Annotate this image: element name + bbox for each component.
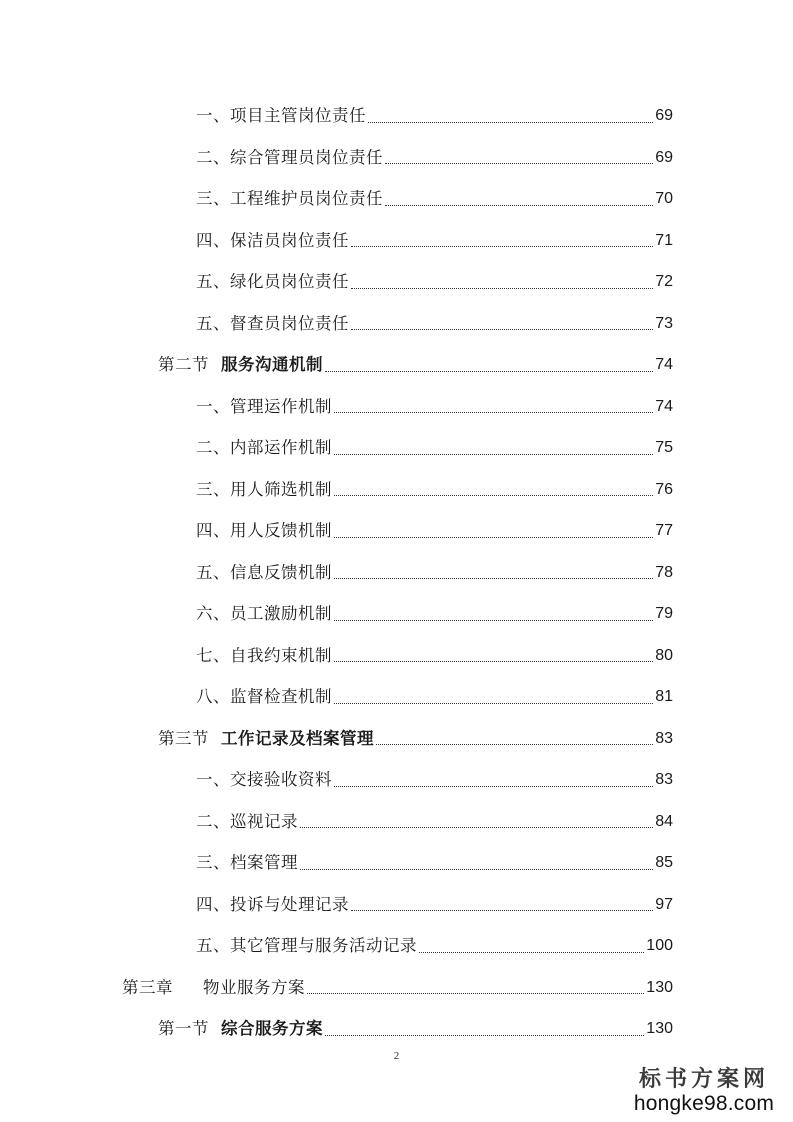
dot-leader: [351, 910, 653, 911]
toc-entry-page: 83: [655, 771, 673, 788]
toc-chapter-entry[interactable]: [122, 968, 673, 1008]
toc-entry-prefix: 一、: [196, 396, 230, 416]
dot-leader: [334, 703, 653, 704]
toc-entry-page: 97: [655, 895, 673, 913]
toc-entry-title: 监督检查机制: [230, 687, 332, 706]
toc-entry-title: 巡视记录: [230, 811, 298, 831]
toc-entry-title: 内部运作机制: [230, 438, 332, 457]
toc-entry-prefix: 五、: [196, 936, 230, 955]
toc-entry-page: 130: [646, 1020, 673, 1037]
watermark-logo: [629, 1066, 779, 1116]
toc-entry[interactable]: [196, 594, 673, 634]
toc-entry-page: 79: [655, 605, 673, 622]
toc-entry[interactable]: [196, 843, 673, 883]
toc-entry-page: 69: [655, 107, 673, 124]
dot-leader: [300, 869, 653, 870]
toc-entry-page: 69: [655, 148, 673, 166]
toc-entry-prefix: 三、: [196, 189, 230, 208]
toc-entry-page: 70: [655, 190, 673, 207]
toc-section-entry[interactable]: [158, 345, 673, 385]
toc-entry-title: 督查员岗位责任: [230, 313, 349, 333]
toc-entry[interactable]: [196, 802, 673, 842]
toc-entry-prefix: 第三章: [122, 977, 173, 997]
toc-entry-page: 72: [655, 273, 673, 290]
toc-entry-title: 项目主管岗位责任: [230, 106, 366, 125]
toc-entry-page: 77: [655, 522, 673, 539]
dot-leader: [334, 454, 653, 455]
dot-leader: [334, 661, 653, 662]
toc-section-entry[interactable]: [158, 1009, 673, 1049]
toc-entry-title: 投诉与处理记录: [230, 894, 349, 914]
toc-entry-title: 综合管理员岗位责任: [230, 147, 383, 167]
toc-entry-title: 绿化员岗位责任: [230, 272, 349, 291]
dot-leader: [419, 952, 644, 953]
toc-entry-prefix: 三、: [196, 479, 230, 499]
toc-entry-title: 员工激励机制: [230, 604, 332, 623]
toc-entry-title: 信息反馈机制: [230, 562, 332, 582]
toc-entry-page: 81: [655, 688, 673, 705]
toc-entry-title: 用人反馈机制: [230, 521, 332, 540]
toc-entry[interactable]: [196, 470, 673, 510]
dot-leader: [334, 786, 653, 787]
toc-entry-prefix: 一、: [196, 106, 230, 125]
dot-leader: [334, 620, 653, 621]
toc-entry[interactable]: [196, 138, 673, 178]
toc-entry-prefix: 第二节: [158, 355, 209, 374]
toc-entry-title: 服务沟通机制: [221, 355, 323, 374]
toc-entry-page: 76: [655, 480, 673, 498]
toc-entry[interactable]: [196, 387, 673, 427]
toc-entry-page: 83: [655, 729, 673, 747]
toc-entry-prefix: 第一节: [158, 1019, 209, 1038]
toc-entry[interactable]: [196, 511, 673, 551]
toc-entry-page: 78: [655, 563, 673, 581]
toc-entry[interactable]: [196, 96, 673, 136]
dot-leader: [307, 993, 644, 994]
toc-entry-title: 用人筛选机制: [230, 479, 332, 499]
toc-entry[interactable]: [196, 636, 673, 676]
toc-entry[interactable]: [196, 553, 673, 593]
dot-leader: [385, 163, 653, 164]
toc-entry-prefix: 六、: [196, 604, 230, 623]
dot-leader: [376, 744, 653, 745]
toc-entry[interactable]: [196, 304, 673, 344]
toc-entry-prefix: 五、: [196, 272, 230, 291]
dot-leader: [325, 371, 653, 372]
toc-entry-page: 84: [655, 812, 673, 830]
toc-entry-prefix: 八、: [196, 687, 230, 706]
toc-entry-prefix: 二、: [196, 438, 230, 457]
dot-leader: [334, 495, 653, 496]
toc-entry-prefix: 七、: [196, 645, 230, 665]
dot-leader: [368, 122, 653, 123]
toc-entry-title: 交接验收资料: [230, 770, 332, 789]
toc-entry-page: 100: [646, 937, 673, 954]
watermark-title: 标书方案网: [638, 1066, 769, 1092]
toc-entry-page: 71: [655, 231, 673, 249]
dot-leader: [351, 246, 653, 247]
toc-entry-prefix: 二、: [196, 147, 230, 167]
toc-entry[interactable]: [196, 262, 673, 302]
toc-entry[interactable]: [196, 885, 673, 925]
dot-leader: [334, 537, 653, 538]
toc-entry-prefix: 三、: [196, 853, 230, 872]
toc-entry[interactable]: [196, 677, 673, 717]
toc-entry-prefix: 一、: [196, 770, 230, 789]
toc-entry-prefix: 第三节: [158, 728, 209, 748]
toc-entry-prefix: 二、: [196, 811, 230, 831]
toc-entry[interactable]: [196, 760, 673, 800]
toc-section-entry[interactable]: [158, 719, 673, 759]
dot-leader: [300, 827, 653, 828]
toc-entry[interactable]: [196, 179, 673, 219]
page-number: 2: [393, 1050, 400, 1062]
dot-leader: [351, 329, 653, 330]
toc-entry-title: 自我约束机制: [230, 645, 332, 665]
toc-entry-title: 档案管理: [230, 853, 298, 872]
toc-entry-title: 工作记录及档案管理: [221, 728, 374, 748]
dot-leader: [351, 288, 653, 289]
toc-entry-prefix: 四、: [196, 230, 230, 250]
toc-entry-prefix: 五、: [196, 313, 230, 333]
toc-entry-prefix: 四、: [196, 894, 230, 914]
toc-entry-prefix: 五、: [196, 562, 230, 582]
toc-entry[interactable]: [196, 428, 673, 468]
toc-entry-page: 85: [655, 854, 673, 871]
toc-entry-page: 130: [646, 978, 673, 996]
dot-leader: [325, 1035, 644, 1036]
toc-entry-title: 物业服务方案: [203, 977, 305, 997]
toc-entry-prefix: 四、: [196, 521, 230, 540]
toc-entry-page: 80: [655, 646, 673, 664]
watermark-url: hongke98.com: [633, 1092, 775, 1115]
toc-entry-page: 75: [655, 439, 673, 456]
dot-leader: [334, 412, 653, 413]
toc-entry-title: 工程维护员岗位责任: [230, 189, 383, 208]
toc-entry-title: 保洁员岗位责任: [230, 230, 349, 250]
toc-entry-title: 综合服务方案: [221, 1019, 323, 1038]
toc-entry-title: 管理运作机制: [230, 396, 332, 416]
toc-entry[interactable]: [196, 926, 673, 966]
toc-entry-title: 其它管理与服务活动记录: [230, 936, 417, 955]
toc-entry-page: 74: [655, 397, 673, 415]
toc-entry[interactable]: [196, 221, 673, 261]
toc-entry-page: 73: [655, 314, 673, 332]
dot-leader: [385, 205, 653, 206]
toc-entry-page: 74: [655, 356, 673, 373]
dot-leader: [334, 578, 653, 579]
